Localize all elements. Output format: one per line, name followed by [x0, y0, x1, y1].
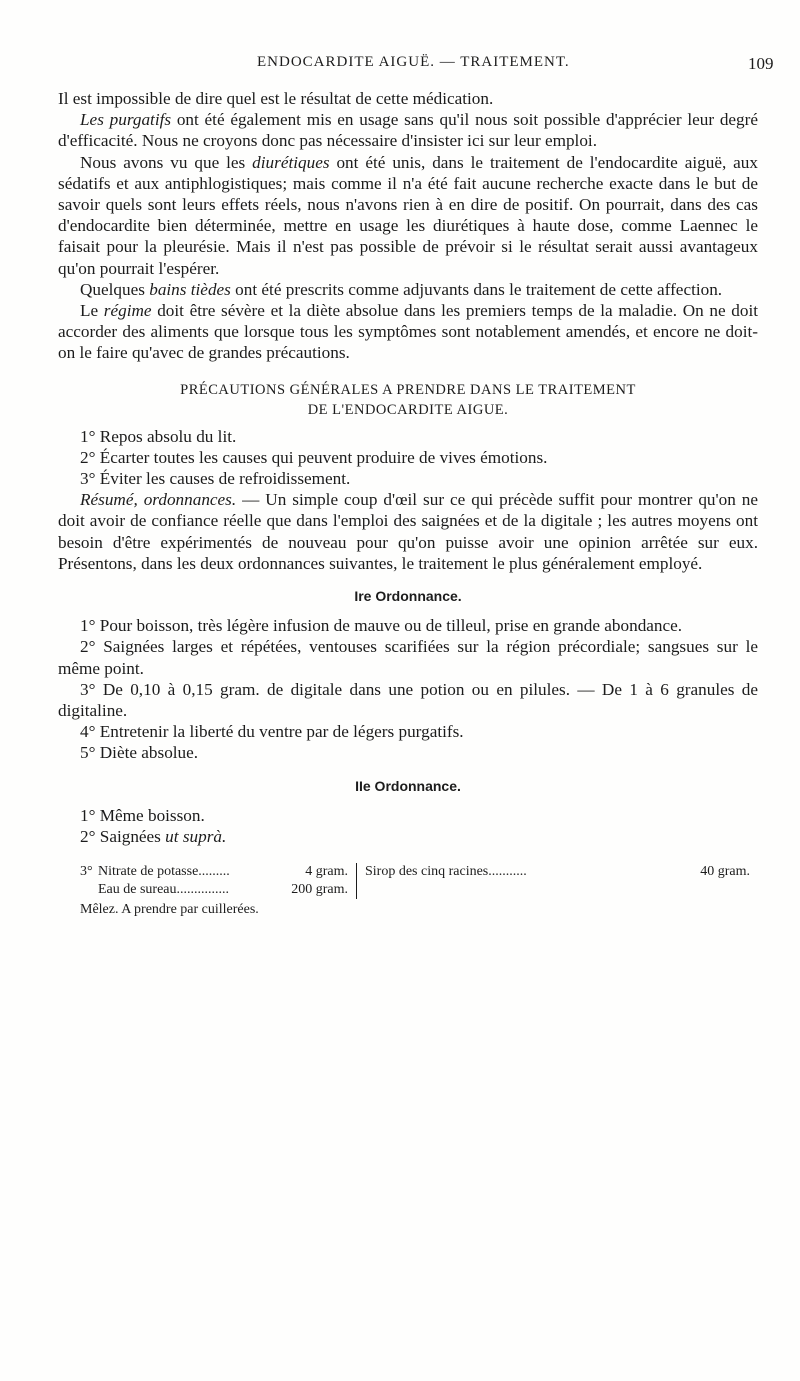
formula-row — [98, 863, 348, 881]
section-title — [58, 380, 758, 420]
formula-right — [365, 863, 758, 899]
paragraph — [58, 489, 758, 574]
emphasis: régime — [103, 301, 152, 321]
page-header — [0, 54, 800, 80]
paragraph — [58, 109, 758, 151]
emphasis: diurétiques — [252, 152, 330, 172]
list-item: 4° Entretenir la liberté du ventre par de légers purgatifs. — [80, 722, 464, 742]
ingredient-qty: 200 gram. — [291, 882, 348, 898]
text: ont été unis, dans le traitement de l'endocardite aiguë, aux sédatifs et aux antiphlogistiques; mais comme il n'a été fait aucune recherche exacte dans le but de savoir quels sont leurs effets réels, nous n'avons rien à en dire de positif. On pourrait, dans des cas d'endocardite bien déterminée, mettre en usage les diurétiques à haute dose, comme Laennec le faisait pour la pleurésie. Mais il n'est pas possible de prévoir si le résultat serait aussi avantageux qu'on pourrait l'espérer. — [58, 152, 758, 278]
paragraph — [58, 279, 758, 300]
list-item: 1° Même boisson. — [80, 805, 205, 825]
formula-row — [98, 881, 348, 899]
emphasis: Résumé, ordonnances. — [80, 490, 237, 510]
list-item: 2° Saignées larges et répétées, ventouses scarifiées sur la région précordiale; sangsues sur le même point. — [58, 637, 758, 678]
page-number: 109 — [748, 54, 774, 73]
formula-left — [98, 863, 348, 899]
ingredient-name: Eau de sureau............... — [98, 882, 230, 898]
emphasis: ut suprà. — [165, 827, 227, 847]
list-item: 3° De 0,10 à 0,15 gram. de digitale dans une potion ou en pilules. — De 1 à 6 granules de digitaline. — [58, 679, 758, 721]
section-title-line: PRÉCAUTIONS GÉNÉRALES A PRENDRE DANS LE TRAITEMENT — [180, 381, 636, 398]
paragraph — [58, 300, 758, 364]
emphasis: Les purgatifs — [80, 110, 172, 130]
running-title: ENDOCARDITE AIGUË. — TRAITEMENT. — [257, 54, 570, 70]
page-body — [58, 88, 758, 919]
ingredient-qty: 40 gram. — [700, 864, 750, 880]
text: Nous avons vu que les — [80, 152, 253, 172]
list-item: 2° Écarter toutes les causes qui peuvent produire de vives émotions. — [80, 447, 548, 467]
ingredient-name: Nitrate de potasse......... — [98, 864, 230, 880]
emphasis: bains tièdes — [149, 279, 231, 299]
paragraph — [58, 152, 758, 279]
list-item: 3° Éviter les causes de refroidissement. — [80, 469, 351, 489]
text: Quelques — [80, 279, 150, 299]
prescription-title: IIe Ordonnance. — [355, 777, 461, 794]
formula-table — [58, 863, 758, 899]
brace-divider — [356, 863, 357, 899]
text: doit être sévère et la diète absolue dans les premiers temps de la maladie. On ne doit accorder des aliments que lorsque tous les symptômes sont notablement amendés, et encore ne doit-on le faire qu'avec de grandes précautions. — [58, 301, 758, 363]
text: ont été également mis en usage sans qu'il nous soit possible d'apprécier leur degré d'efficacité. Nous ne croyons donc pas nécessaire d'insister ici sur leur emploi. — [58, 110, 758, 151]
ingredient-name: Sirop des cinq racines........... — [365, 864, 527, 880]
ingredient-qty: 4 gram. — [305, 864, 348, 880]
text: 2° Saignées — [80, 827, 166, 847]
text: — Un simple coup d'œil sur ce qui précède suffit pour montrer qu'on ne doit avoir de confiance réelle que dans l'emploi des saignées et de la digitale ; les autres moyens ont besoin d'être expérimentés de nouveau pour qu'on puisse avoir une opinion arrêtée sur eux. Présentons, dans les deux ordonnances suivantes, le traitement le plus généralement employé. — [58, 490, 758, 573]
list-item: 5° Diète absolue. — [80, 743, 199, 763]
paragraph: Il est impossible de dire quel est le résultat de cette médication. — [58, 89, 494, 108]
list-item: 1° Repos absolu du lit. — [80, 426, 237, 446]
formula-number: 3° — [80, 864, 93, 880]
text: ont été prescrits comme adjuvants dans le traitement de cette affection. — [230, 279, 723, 299]
list-item: 1° Pour boisson, très légère infusion de mauve ou de tilleul, prise en grande abondance. — [80, 616, 683, 636]
text: Le — [80, 301, 104, 321]
section-title-line: DE L'ENDOCARDITE AIGUE. — [307, 401, 509, 418]
list-item — [58, 826, 758, 847]
prescription-title: Ire Ordonnance. — [354, 588, 462, 605]
instruction: Mêlez. A prendre par cuillerées. — [80, 902, 259, 918]
